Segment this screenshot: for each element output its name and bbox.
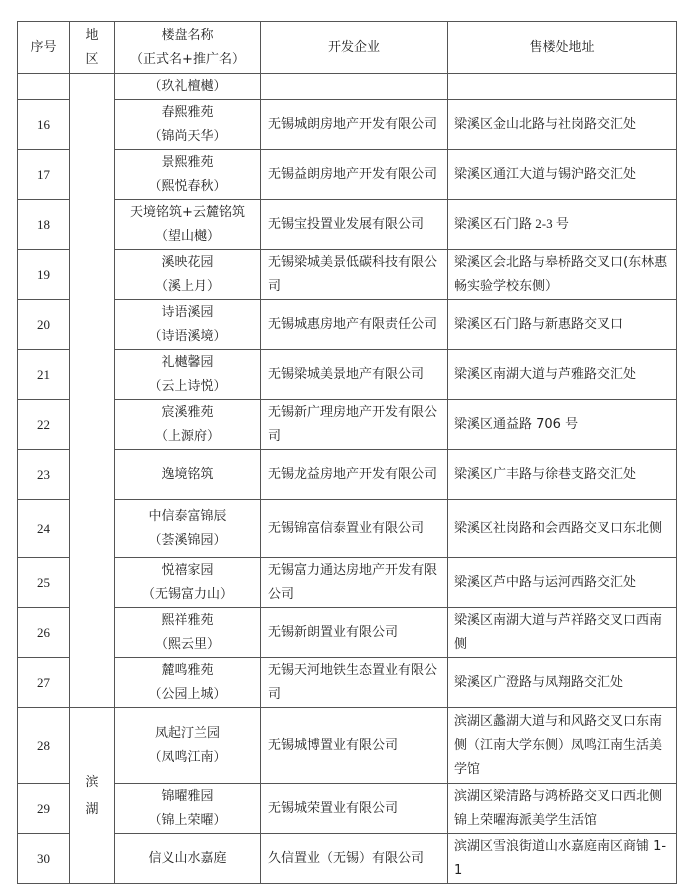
table-row	[18, 200, 677, 250]
project-table	[17, 21, 677, 884]
cell-project	[115, 150, 261, 200]
cell-no: 30	[18, 834, 70, 884]
cell-no: 26	[18, 608, 70, 658]
cell-no: 18	[18, 200, 70, 250]
cell-developer: 无锡城荣置业有限公司	[261, 784, 448, 834]
header-project	[115, 22, 261, 74]
project-promo: （荟溪锦园）	[148, 532, 227, 548]
project-name: 麓鸣雅苑	[161, 662, 214, 678]
cell-address: 梁溪区会北路与皋桥路交叉口(东林惠畅实验学校东侧）	[448, 250, 677, 300]
cell-no: 17	[18, 150, 70, 200]
project-name: 凤起汀兰园	[154, 725, 220, 741]
table-row-continued	[18, 74, 677, 100]
table-row	[18, 400, 677, 450]
table-row	[18, 350, 677, 400]
table-row	[18, 834, 677, 884]
table-row	[18, 250, 677, 300]
header-row	[18, 22, 677, 74]
cell-address: 滨湖区梁清路与鸿桥路交叉口西北侧锦上荣曜海派美学生活馆	[448, 784, 677, 834]
project-promo: （锦上荣曜）	[148, 812, 227, 828]
address-text: 梁溪区石门路 2-3 号	[454, 216, 569, 231]
region-line1: 滨	[85, 774, 99, 790]
project-name: 锦曜雅园	[161, 788, 214, 804]
header-project-line1: 楼盘名称	[161, 27, 214, 43]
cell-developer: 无锡城朗房地产开发有限公司	[261, 100, 448, 150]
cell-address: 梁溪区通江大道与锡沪路交汇处	[448, 150, 677, 200]
project-promo: （云上诗悦）	[148, 378, 227, 394]
project-name: 熙祥雅苑	[161, 612, 214, 628]
project-name: 礼樾馨园	[161, 354, 214, 370]
cell-no: 22	[18, 400, 70, 450]
table-row	[18, 450, 677, 500]
table-row	[18, 708, 677, 784]
cell-address: 梁溪区社岗路和会西路交叉口东北侧	[448, 500, 677, 558]
cell-address	[448, 200, 677, 250]
cell-address: 滨湖区雪浪街道山水嘉庭南区商铺 1-1	[448, 834, 677, 884]
cell-developer: 久信置业（无锡）有限公司	[261, 834, 448, 884]
table-row	[18, 658, 677, 708]
cell-developer: 无锡宝投置业发展有限公司	[261, 200, 448, 250]
cell-no: 27	[18, 658, 70, 708]
cell-project	[115, 74, 261, 100]
project-name: 诗语溪园	[161, 304, 214, 320]
table-row	[18, 150, 677, 200]
cell-project	[115, 558, 261, 608]
cell-address: 滨湖区蠡湖大道与和风路交叉口东南侧（江南大学东侧）凤鸣江南生活美学馆	[448, 708, 677, 784]
project-promo: （上源府）	[154, 428, 220, 444]
table-row	[18, 300, 677, 350]
cell-developer: 无锡新广理房地产开发有限公司	[261, 400, 448, 450]
project-promo: （玖礼檀樾）	[148, 78, 227, 94]
project-name: 溪映花园	[161, 254, 214, 270]
cell-region-binhu	[70, 708, 115, 884]
project-name: 逸境铭筑	[161, 466, 214, 482]
cell-developer: 无锡新朗置业有限公司	[261, 608, 448, 658]
header-region-line2: 区	[85, 51, 99, 67]
cell-developer: 无锡梁城美景地产有限公司	[261, 350, 448, 400]
cell-project	[115, 708, 261, 784]
header-address: 售楼处地址	[448, 22, 677, 74]
table-row	[18, 558, 677, 608]
project-name: 中信泰富锦辰	[148, 508, 227, 524]
cell-no: 21	[18, 350, 70, 400]
cell-no: 16	[18, 100, 70, 150]
cell-project	[115, 100, 261, 150]
project-promo: （凤鸣江南）	[148, 749, 227, 765]
cell-project	[115, 300, 261, 350]
cell-no: 20	[18, 300, 70, 350]
cell-project	[115, 200, 261, 250]
cell-developer: 无锡锦富信泰置业有限公司	[261, 500, 448, 558]
cell-project	[115, 450, 261, 500]
cell-no: 29	[18, 784, 70, 834]
project-name: 信义山水嘉庭	[148, 850, 227, 866]
project-promo: （无锡富力山）	[141, 586, 233, 602]
cell-project	[115, 400, 261, 450]
project-promo: （公园上城）	[148, 686, 227, 702]
cell-no: 24	[18, 500, 70, 558]
project-promo: （熙云里）	[154, 636, 220, 652]
region-line2: 湖	[85, 801, 99, 817]
cell-address: 梁溪区南湖大道与芦祥路交叉口西南侧	[448, 608, 677, 658]
cell-address: 梁溪区芦中路与运河西路交汇处	[448, 558, 677, 608]
cell-developer: 无锡梁城美景低碳科技有限公司	[261, 250, 448, 300]
cell-project	[115, 350, 261, 400]
cell-project	[115, 608, 261, 658]
project-name: 景熙雅苑	[161, 154, 214, 170]
cell-project	[115, 658, 261, 708]
project-promo: （锦尚天华）	[148, 128, 227, 144]
project-promo: （诗语溪境）	[148, 328, 227, 344]
cell-project	[115, 784, 261, 834]
project-promo: （溪上月）	[154, 278, 220, 294]
project-promo: （熙悦春秋）	[148, 178, 227, 194]
cell-no: 23	[18, 450, 70, 500]
table-row	[18, 100, 677, 150]
cell-developer: 无锡天河地铁生态置业有限公司	[261, 658, 448, 708]
table-row	[18, 784, 677, 834]
cell-project	[115, 250, 261, 300]
cell-no: 19	[18, 250, 70, 300]
cell-no	[18, 74, 70, 100]
cell-developer: 无锡龙益房地产开发有限公司	[261, 450, 448, 500]
header-no: 序号	[18, 22, 70, 74]
table-row	[18, 500, 677, 558]
cell-address	[448, 74, 677, 100]
header-region	[70, 22, 115, 74]
cell-developer: 无锡富力通达房地产开发有限公司	[261, 558, 448, 608]
cell-address: 梁溪区石门路与新惠路交叉口	[448, 300, 677, 350]
cell-developer: 无锡城博置业有限公司	[261, 708, 448, 784]
project-promo: （望山樾）	[154, 228, 220, 244]
project-name: 宸溪雅苑	[161, 404, 214, 420]
cell-address: 梁溪区广丰路与徐巷支路交汇处	[448, 450, 677, 500]
cell-no: 28	[18, 708, 70, 784]
cell-region-liangxi	[70, 74, 115, 708]
header-region-line1: 地	[85, 27, 99, 43]
header-developer: 开发企业	[261, 22, 448, 74]
project-name: 春熙雅苑	[161, 104, 214, 120]
cell-developer	[261, 74, 448, 100]
cell-address: 梁溪区广澄路与凤翔路交汇处	[448, 658, 677, 708]
cell-no: 25	[18, 558, 70, 608]
project-name: 悦禧家园	[161, 562, 214, 578]
table-row	[18, 608, 677, 658]
cell-address: 梁溪区南湖大道与芦雅路交汇处	[448, 350, 677, 400]
cell-address: 梁溪区通益路 706 号	[448, 400, 677, 450]
cell-project	[115, 834, 261, 884]
header-project-line2: （正式名+推广名）	[130, 51, 245, 67]
cell-address: 梁溪区金山北路与社岗路交汇处	[448, 100, 677, 150]
cell-developer: 无锡城惠房地产有限责任公司	[261, 300, 448, 350]
cell-developer: 无锡益朗房地产开发有限公司	[261, 150, 448, 200]
project-name: 天境铭筑+云麓铭筑	[130, 204, 245, 220]
cell-project	[115, 500, 261, 558]
